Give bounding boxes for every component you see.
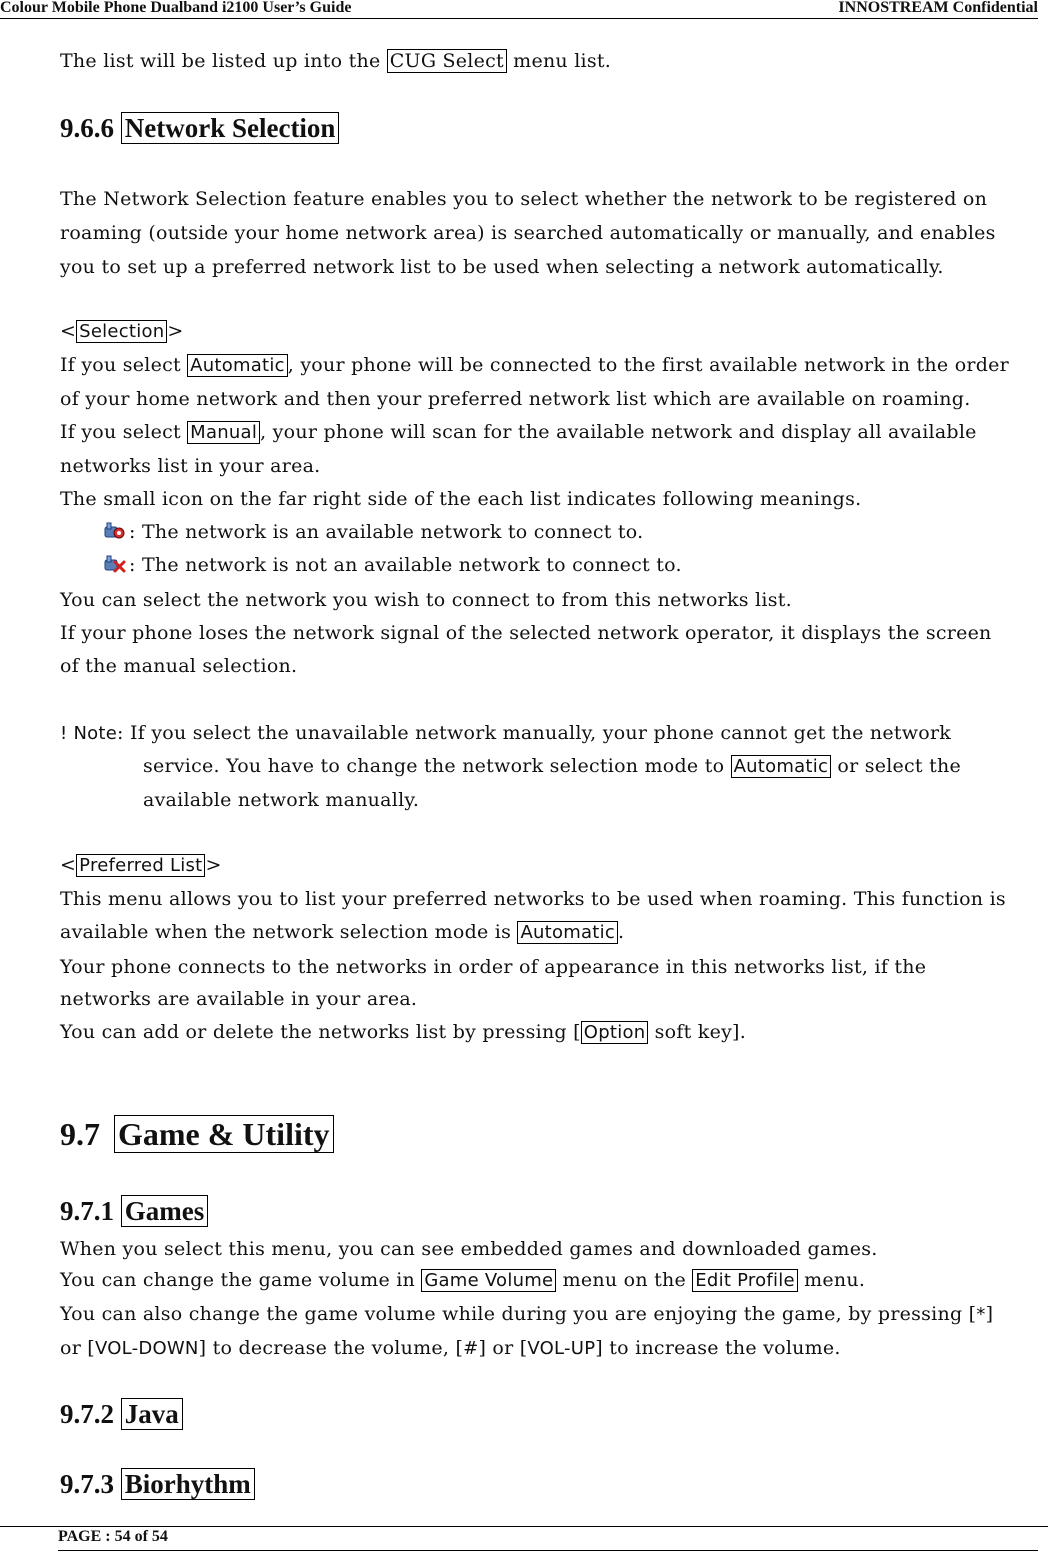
selection-heading: < Selection > [60, 320, 184, 342]
lose-line-2: of the manual selection. [60, 655, 298, 677]
ns-para-line-2: roaming (outside your home network area) is searched automatically or manually, and enables [60, 222, 996, 244]
star-key: * [976, 1304, 986, 1325]
pref-line-5: You can add or delete the networks list by pressing [ Option soft key]. [60, 1021, 747, 1043]
icon-unavailable-line: : The network is not an available network to connect to. [103, 552, 682, 578]
heading-9-7: 9.7 Game & Utility [60, 1114, 334, 1154]
page-header [0, 0, 1038, 19]
ns-para-line-3: you to set up a preferred network list to be used when selecting a network automatically. [60, 256, 944, 278]
manual-line-2: networks list in your area. [60, 455, 321, 477]
heading-9-7-2: 9.7.2 Java [60, 1397, 183, 1431]
note-label: ! Note [60, 723, 118, 744]
note-line-3: available network manually. [143, 789, 420, 811]
manual-option: Manual [187, 421, 260, 444]
pref-line-4: networks are available in your area. [60, 988, 418, 1010]
ns-para-line-1: The Network Selection feature enables you to select whether the network to be registered on [60, 188, 988, 210]
hash-key: # [463, 1338, 479, 1359]
pref-line-1: This menu allows you to list your preferred networks to be used when roaming. This function is [60, 888, 1006, 910]
games-line-4: or [VOL-DOWN] to decrease the volume, [#] or [VOL-UP] to increase the volume. [60, 1337, 841, 1359]
note-line-1: ! Note: If you select the unavailable network manually, your phone cannot get the network [60, 722, 952, 744]
vol-up-key: VOL-UP [527, 1338, 596, 1359]
icon-available-line: : The network is an available network to connect to. [103, 519, 643, 545]
header-title: Colour Mobile Phone Dualband i2100 User’s Guide [0, 0, 352, 16]
icon-intro: The small icon on the far right side of the each list indicates following meanings. [60, 488, 862, 510]
preferred-list-heading: < Preferred List > [60, 854, 222, 876]
option-softkey: Option [581, 1021, 649, 1044]
games-line-3: You can also change the game volume while during you are enjoying the game, by pressing [*] [60, 1303, 994, 1325]
pref-line-2: available when the network selection mode is Automatic . [60, 921, 625, 943]
network-unavailable-icon [103, 554, 129, 574]
games-line-2: You can change the game volume in Game Volume menu on the Edit Profile menu. [60, 1269, 866, 1291]
manual-line-1: If you select Manual , your phone will scan for the available network and display all available [60, 421, 977, 443]
heading-9-7-3: 9.7.3 Biorhythm [60, 1467, 255, 1501]
cug-line: The list will be listed up into the CUG Select menu list. [60, 50, 612, 72]
note-line-2: service. You have to change the network selection mode to Automatic or select the [143, 755, 961, 777]
footer-rule-top [0, 1526, 1048, 1527]
vol-down-key: VOL-DOWN [94, 1338, 199, 1359]
games-line-1: When you select this menu, you can see embedded games and downloaded games. [60, 1238, 878, 1260]
cug-select-menu: CUG Select [387, 49, 507, 73]
header-confidential: INNOSTREAM Confidential [838, 0, 1038, 16]
heading-9-7-1: 9.7.1 Games [60, 1194, 208, 1228]
automatic-line-1: If you select Automatic , your phone will be connected to the first available network in the order [60, 354, 1009, 376]
page-number: PAGE : 54 of 54 [58, 1528, 168, 1545]
heading-9-6-6: 9.6.6 Network Selection [60, 111, 339, 145]
automatic-option: Automatic [187, 354, 288, 377]
automatic-mode: Automatic [731, 755, 832, 778]
edit-profile-menu: Edit Profile [692, 1269, 798, 1292]
pref-line-3: Your phone connects to the networks in order of appearance in this networks list, if the [60, 956, 927, 978]
automatic-mode-2: Automatic [517, 921, 618, 944]
lose-line-1: If your phone loses the network signal of the selected network operator, it displays the screen [60, 622, 992, 644]
game-volume-menu: Game Volume [421, 1269, 556, 1292]
network-available-icon [103, 521, 129, 541]
select-line: You can select the network you wish to connect to from this networks list. [60, 589, 792, 611]
automatic-line-2: of your home network and then your preferred network list which are available on roaming. [60, 388, 971, 410]
